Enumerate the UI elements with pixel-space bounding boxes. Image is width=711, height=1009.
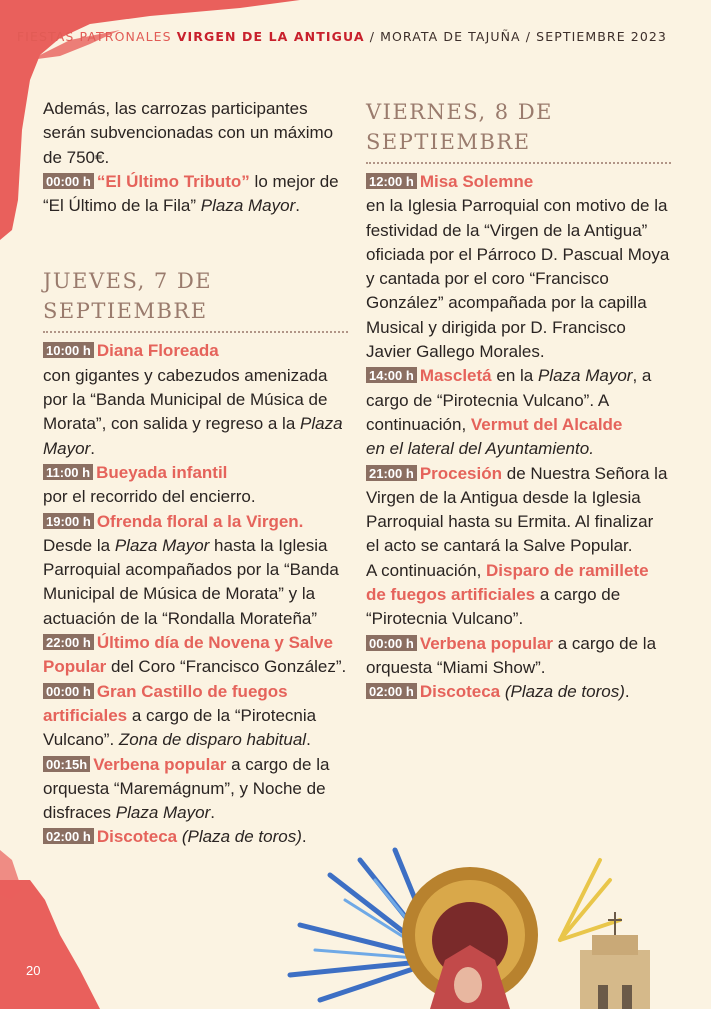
event-title: Vermut del Alcalde xyxy=(470,414,623,434)
event-item xyxy=(366,170,671,364)
event-title: Discoteca xyxy=(96,827,178,847)
time-badge: 02:00 h xyxy=(366,683,417,699)
event-text: hasta la Iglesia Parroquial acompañados por la “Banda Municipal de Música de Morata” y la actuación de la “Rondalla Morateña” xyxy=(43,535,339,628)
time-badge: 14:00 h xyxy=(366,367,417,383)
event-item xyxy=(43,631,348,680)
time-badge: 19:00 h xyxy=(43,513,94,529)
event-item xyxy=(43,339,348,460)
punctuation: . xyxy=(210,803,215,823)
event-title: Verbena popular xyxy=(419,633,554,653)
event-text: , a cargo de “Pirotecnia Vulcano”. A continuación, xyxy=(366,366,652,434)
day-heading-friday: VIERNES, 8 DE SEPTIEMBRE xyxy=(366,97,671,164)
time-badge: 00:15h xyxy=(43,756,90,772)
event-item xyxy=(43,753,348,826)
event-title: Verbena popular xyxy=(93,754,227,774)
right-column xyxy=(366,97,671,705)
event-place: Plaza Mayor xyxy=(537,366,633,386)
page-number: 20 xyxy=(26,963,41,978)
event-title: Diana Floreada xyxy=(96,341,219,361)
event-text: lo mejor de “El Último de la Fila” xyxy=(43,171,339,216)
page-header xyxy=(17,29,667,44)
event-text: en la xyxy=(491,366,538,386)
time-badge: 12:00 h xyxy=(366,173,417,189)
event-place: (Plaza de toros) xyxy=(177,827,302,847)
event-text: a cargo de la orquesta “Miami Show”. xyxy=(366,633,657,677)
event-item xyxy=(43,510,348,631)
event-text: del Coro “Francisco González”. xyxy=(106,657,347,677)
time-badge: 02:00 h xyxy=(43,828,94,844)
event-text: por el recorrido del encierro. xyxy=(43,487,256,507)
event-item xyxy=(43,825,348,849)
event-title: Bueyada infantil xyxy=(96,462,228,482)
header-highlight: VIRGEN DE LA ANTIGUA xyxy=(176,29,365,44)
time-badge: 11:00 h xyxy=(43,464,93,480)
time-badge: 00:00 h xyxy=(43,683,94,699)
left-column xyxy=(43,97,348,850)
event-place: Zona de disparo habitual xyxy=(118,730,307,750)
day-heading-thursday: JUEVES, 7 DE SEPTIEMBRE xyxy=(43,266,348,333)
event-text: en la Iglesia Parroquial con motivo de la festividad de la “Virgen de la Antigua” oficiada por el Párroco D. Pascual Moya y cantada por el coro “Francisco González” acompañada por la capilla Musical y dirigida por D. Francisco Javier Gallego Morales. xyxy=(366,196,670,362)
event-item xyxy=(366,364,671,461)
punctuation: . xyxy=(306,730,311,750)
event-place: Plaza Mayor xyxy=(43,414,343,458)
event-title: Misa Solemne xyxy=(419,172,534,191)
time-badge: 00:00 h xyxy=(366,635,417,651)
event-item xyxy=(366,559,671,632)
event-text: A continuación, xyxy=(366,560,487,580)
event-item xyxy=(43,680,348,753)
time-badge: 21:00 h xyxy=(366,465,417,481)
event-place: Plaza Mayor xyxy=(114,535,210,555)
time-badge: 22:00 h xyxy=(43,634,94,650)
intro-text: Además, las carrozas participantes serán subvencionadas con un máximo de 750€. xyxy=(43,99,334,167)
event-place: (Plaza de toros) xyxy=(500,682,625,702)
event-text: de Nuestra Señora la Virgen de la Antigua desde la Iglesia Parroquial hasta su Ermita. Al finalizar el acto se cantará la Salve Popular. xyxy=(366,463,668,556)
event-text: a cargo de “Pirotecnia Vulcano”. xyxy=(366,585,621,629)
event-title: Ofrenda floral a la Virgen. xyxy=(96,511,304,531)
punctuation: . xyxy=(624,682,630,702)
event-text: a cargo de la orquesta “Maremágnum”, y Noche de disfraces xyxy=(43,754,330,823)
time-badge: 00:00 h xyxy=(43,173,94,189)
event-place: en el lateral del Ayuntamiento. xyxy=(366,439,594,459)
event-title: Disparo de ramillete de fuegos artificiales xyxy=(366,560,649,605)
event-title: Gran Castillo de fuegos artificiales xyxy=(43,681,288,725)
header-prefix: FIESTAS PATRONALES xyxy=(16,29,172,44)
event-text: Desde la xyxy=(43,535,115,555)
event-title: Discoteca xyxy=(419,682,501,702)
event-text: con gigantes y cabezudos amenizada por la “Banda Municipal de Música de Morata”, con salida y regreso a la xyxy=(43,365,328,434)
event-title: “El Último Tributo” xyxy=(96,171,250,191)
event-place: Plaza Mayor xyxy=(200,196,296,216)
event-place: Plaza Mayor xyxy=(115,803,211,823)
event-item xyxy=(366,632,671,681)
event-item xyxy=(366,680,671,704)
event-item xyxy=(366,462,671,559)
time-badge: 10:00 h xyxy=(43,342,94,358)
event-title: Último día de Novena y Salve Popular xyxy=(43,633,334,677)
event-item xyxy=(43,461,348,510)
punctuation: . xyxy=(90,438,95,458)
header-rest: / MORATA DE TAJUÑA / SEPTIEMBRE 2023 xyxy=(369,29,667,44)
event-title: Mascletá xyxy=(419,366,492,386)
punctuation: . xyxy=(301,827,307,847)
event-text: a cargo de la “Pirotecnia Vulcano”. xyxy=(43,705,317,750)
event-title: Procesión xyxy=(419,463,503,483)
punctuation: . xyxy=(295,196,300,216)
event-item xyxy=(43,170,348,219)
